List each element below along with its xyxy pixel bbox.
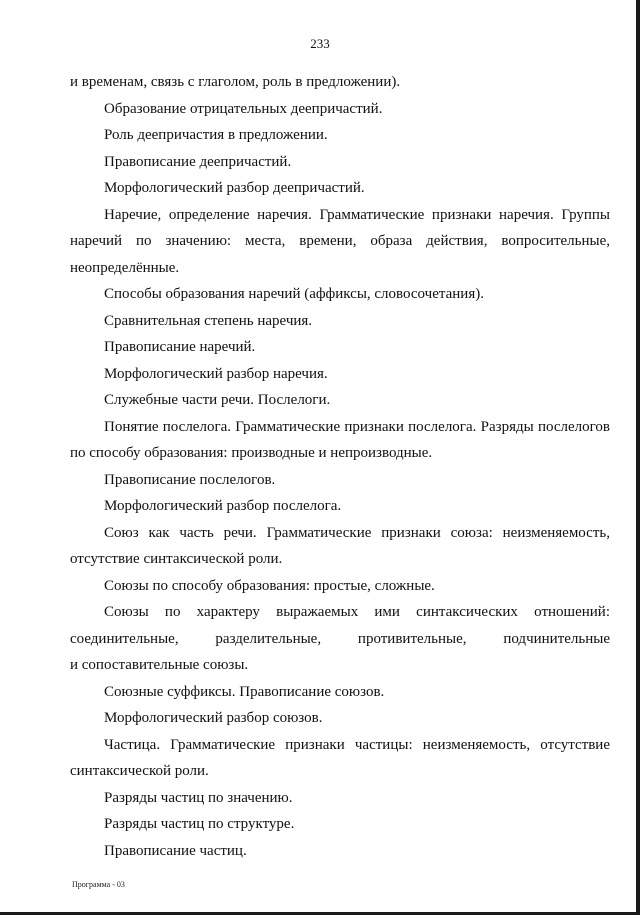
text-line: Правописание послелогов. [104,471,276,488]
text-line: Правописание наречий. [104,339,256,355]
text-line: Морфологический разбор союзов. [104,710,323,726]
text-line: Морфологический разбор послелога. [104,498,342,514]
text-line: Разряды частиц по структуре. [104,816,295,832]
document-body [70,69,610,864]
footer-note: Программа - 03 [72,880,125,889]
text-line: Роль деепричастия в предложении. [104,127,328,143]
text-line: Способы образования наречий (аффиксы, словосочетания). [104,286,484,302]
text-line: Морфологический разбор деепричастий. [104,180,365,196]
text-line: по способу образования: производные и непроизводные. [70,445,433,461]
text-line: Союзные суффиксы. Правописание союзов. [104,683,385,700]
text-line: Понятие послелога. Грамматические признаки послелога. Разряды послелогов [104,418,610,435]
text-line: Наречие, определение наречия. Грамматические признаки наречия. Группы [104,206,610,223]
text-line: Служебные части речи. Послелоги. [104,392,331,408]
page-number: 233 [310,36,330,51]
text-line: неопределённые. [70,259,180,276]
text-line: наречий по значению: места, времени, образа действия, вопросительные, [70,233,610,249]
text-line: Союз как часть речи. Грамматические признаки союза: неизменяемость, [104,524,610,541]
text-line: соединительные, разделительные, противительные, подчинительные [70,630,610,647]
text-line: отсутствие синтаксической роли. [70,551,283,567]
text-line: Частица. Грамматические признаки частицы: неизменяемость, отсутствие [104,736,610,753]
text-line: Союзы по характеру выражаемых ими синтаксических отношений: [104,604,610,620]
text-line: Разряды частиц по значению. [104,789,293,806]
text-line: Союзы по способу образования: простые, сложные. [104,577,435,594]
text-line: Морфологический разбор наречия. [104,365,328,382]
text-line: и временам, связь с глаголом, роль в предложении). [70,74,401,90]
text-line: Образование отрицательных деепричастий. [104,100,383,117]
text-line: Сравнительная степень наречия. [104,312,313,329]
text-line: синтаксической роли. [70,763,209,779]
text-line: и сопоставительные союзы. [70,657,249,673]
text-line: Правописание деепричастий. [104,153,292,170]
page-edge-right [636,0,640,915]
text-line: Правописание частиц. [104,842,247,859]
